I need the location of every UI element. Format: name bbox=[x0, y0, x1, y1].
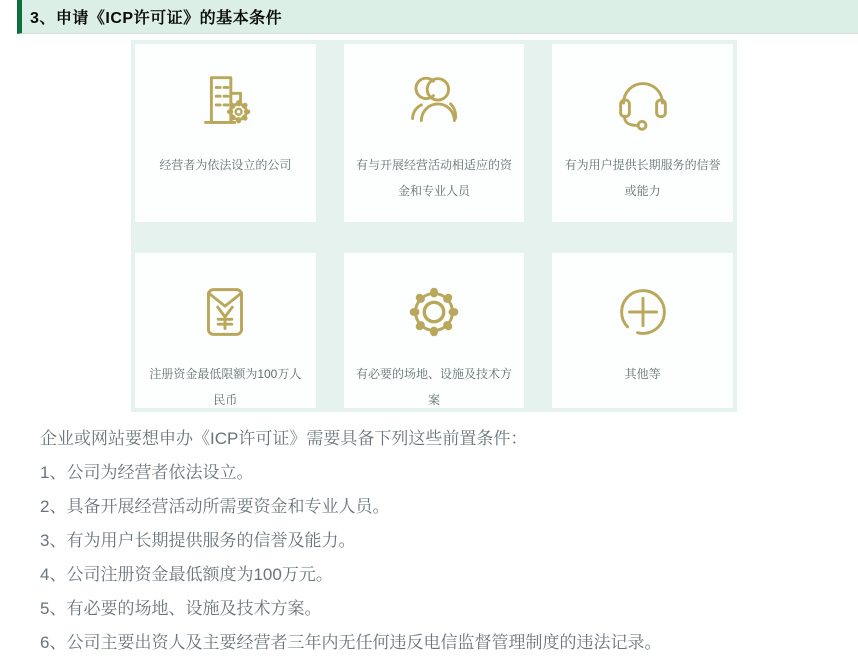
condition-card-reputation bbox=[552, 44, 733, 222]
condition-item: 2、具备开展经营活动所需要资金和专业人员。 bbox=[40, 497, 390, 516]
plus-circle-icon bbox=[608, 277, 678, 347]
condition-item: 6、公司主要出资人及主要经营者三年内无任何违反电信监督管理制度的违法记录。 bbox=[40, 633, 662, 652]
company-building-gear-icon bbox=[190, 68, 260, 138]
headset-icon bbox=[608, 68, 678, 138]
condition-item: 4、公司注册资金最低额度为100万元。 bbox=[40, 565, 333, 584]
people-group-icon bbox=[399, 68, 469, 138]
condition-card-label: 其他等 bbox=[624, 367, 661, 381]
condition-item: 3、有为用户长期提供服务的信誉及能力。 bbox=[40, 531, 356, 550]
condition-card-label: 有与开展经营活动相适应的资金和专业人员 bbox=[355, 158, 512, 198]
condition-card-company bbox=[135, 44, 316, 222]
condition-card-facilities bbox=[344, 253, 525, 408]
conditions-text-block bbox=[40, 428, 858, 653]
condition-card-label: 注册资金最低限额为100万人民币 bbox=[149, 367, 302, 407]
section-heading bbox=[17, 0, 858, 34]
envelope-yen-icon bbox=[190, 277, 260, 347]
conditions-grid bbox=[131, 40, 737, 412]
condition-card-funds-staff bbox=[344, 44, 525, 222]
condition-card-label: 经营者为依法设立的公司 bbox=[159, 158, 292, 172]
condition-card-label: 有必要的场地、设施及技术方案 bbox=[355, 367, 512, 407]
intro-text: 企业或网站要想申办《ICP许可证》需要具备下列这些前置条件： bbox=[40, 429, 528, 448]
condition-item: 1、公司为经营者依法设立。 bbox=[40, 463, 254, 482]
condition-card-other bbox=[552, 253, 733, 408]
condition-item: 5、有必要的场地、设施及技术方案。 bbox=[40, 599, 322, 618]
condition-card-label: 有为用户提供长期服务的信誉或能力 bbox=[564, 158, 721, 198]
condition-card-capital bbox=[135, 253, 316, 408]
section-heading-text: 3、申请《ICP许可证》的基本条件 bbox=[30, 10, 283, 27]
gear-icon bbox=[399, 277, 469, 347]
